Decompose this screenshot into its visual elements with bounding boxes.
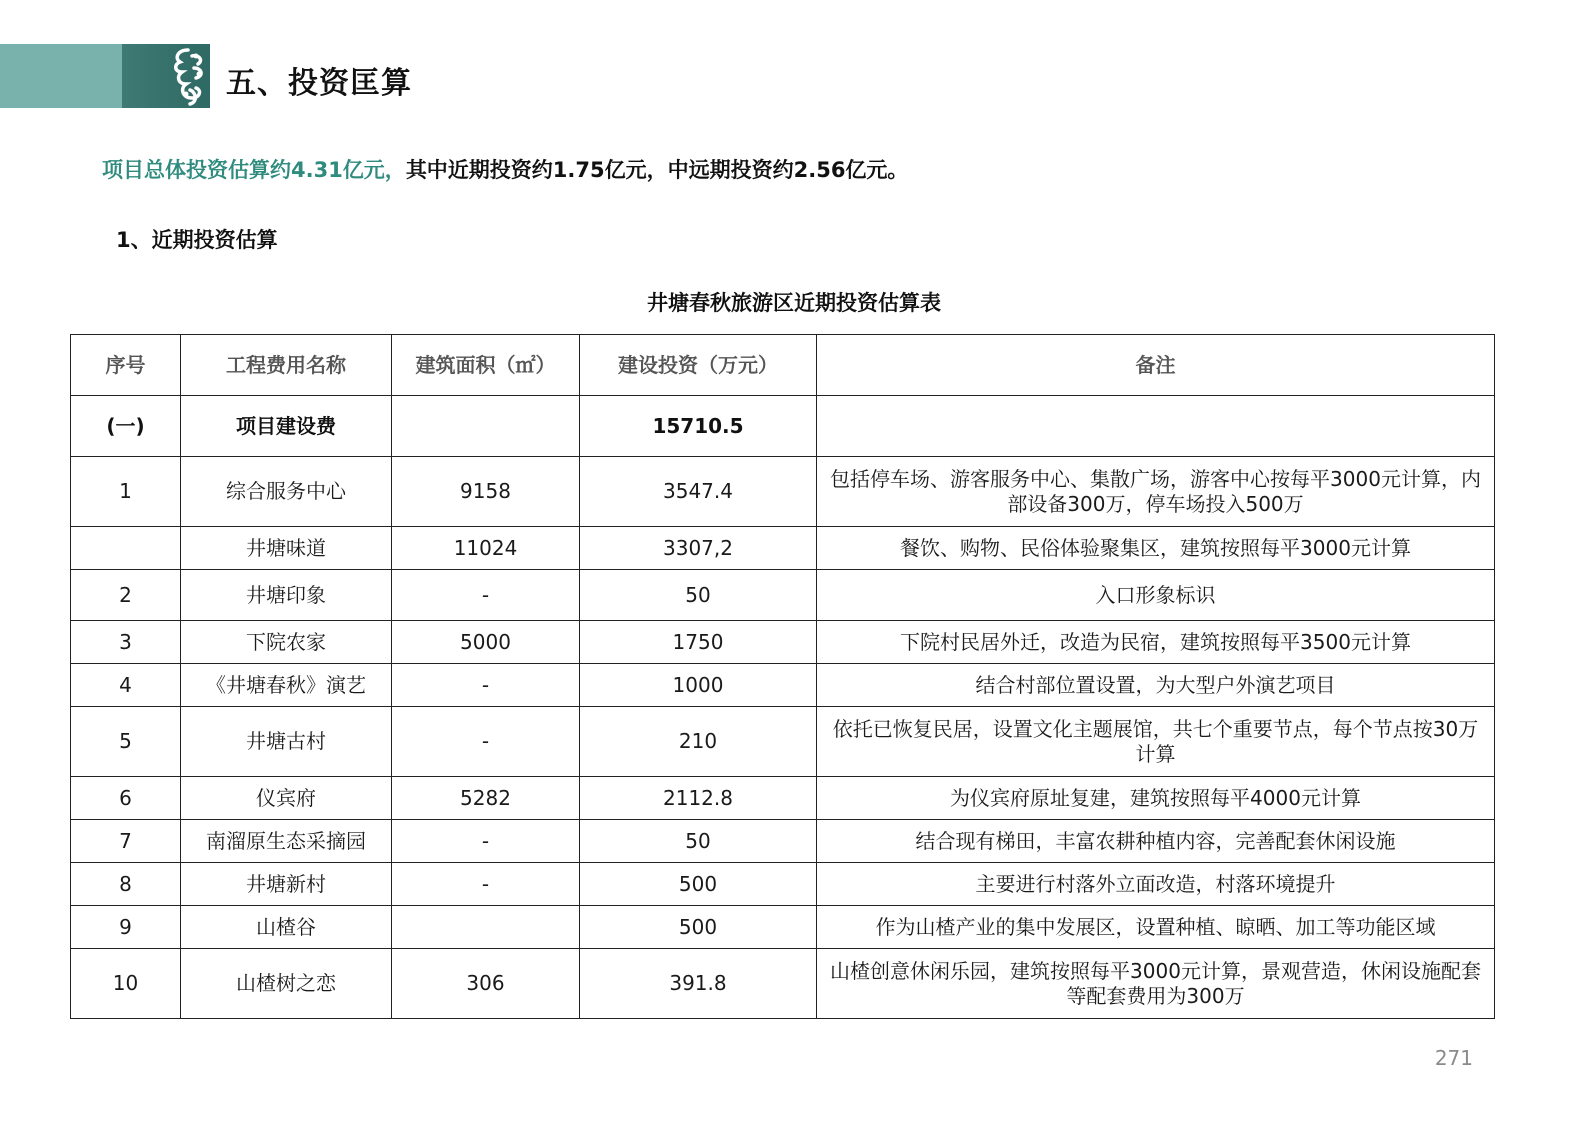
row-no: 8 [71, 863, 181, 906]
row-area: 5000 [392, 621, 580, 664]
subheading: 1、近期投资估算 [116, 228, 278, 252]
table-row [71, 664, 1495, 707]
row-no: 6 [71, 777, 181, 820]
header-no: 序号 [71, 335, 181, 396]
row-no: 5 [71, 707, 181, 777]
row-investment: 500 [580, 863, 817, 906]
row-investment: 3547.4 [580, 457, 817, 527]
row-name: 仪宾府 [181, 777, 392, 820]
table-row [71, 906, 1495, 949]
investment-summary [102, 154, 908, 184]
row-no: 7 [71, 820, 181, 863]
row-investment: 1000 [580, 664, 817, 707]
row-note: 下院村民居外迁，改造为民宿，建筑按照每平3500元计算 [817, 621, 1495, 664]
row-investment: 391.8 [580, 949, 817, 1019]
section-title: 五、投资匡算 [226, 66, 412, 101]
row-area [392, 906, 580, 949]
table-row [71, 570, 1495, 621]
subtotal-no: (一) [71, 396, 181, 457]
table-row [71, 527, 1495, 570]
page-number: 271 [1434, 1046, 1473, 1070]
subtotal-row [71, 396, 1495, 457]
row-name: 井塘味道 [181, 527, 392, 570]
row-area: - [392, 820, 580, 863]
row-area: 11024 [392, 527, 580, 570]
subtotal-area [392, 396, 580, 457]
summary-highlight: 项目总体投资估算约4.31亿元， [102, 158, 406, 182]
row-area: 306 [392, 949, 580, 1019]
row-investment: 500 [580, 906, 817, 949]
row-name: 井塘新村 [181, 863, 392, 906]
row-note: 结合村部位置设置，为大型户外演艺项目 [817, 664, 1495, 707]
row-name: 综合服务中心 [181, 457, 392, 527]
table-row [71, 949, 1495, 1019]
table-header-row [71, 335, 1495, 396]
summary-detail: 其中近期投资约1.75亿元，中远期投资约2.56亿元。 [405, 158, 909, 182]
row-area: 9158 [392, 457, 580, 527]
row-investment: 50 [580, 570, 817, 621]
row-note: 依托已恢复民居，设置文化主题展馆，共七个重要节点，每个节点按30万计算 [817, 707, 1495, 777]
row-name: 山楂树之恋 [181, 949, 392, 1019]
row-note: 主要进行村落外立面改造，村落环境提升 [817, 863, 1495, 906]
table-row [71, 457, 1495, 527]
row-no: 4 [71, 664, 181, 707]
row-no: 3 [71, 621, 181, 664]
row-area: - [392, 863, 580, 906]
row-area: - [392, 570, 580, 621]
header-area: 建筑面积（㎡） [392, 335, 580, 396]
table-row [71, 777, 1495, 820]
subtotal-investment: 15710.5 [580, 396, 817, 457]
header-name: 工程费用名称 [181, 335, 392, 396]
header-investment: 建设投资（万元） [580, 335, 817, 396]
row-name: 《井塘春秋》演艺 [181, 664, 392, 707]
subtotal-note [817, 396, 1495, 457]
cloud-ornament-icon [166, 44, 212, 108]
subtotal-name: 项目建设费 [181, 396, 392, 457]
row-name: 井塘印象 [181, 570, 392, 621]
table-title: 井塘春秋旅游区近期投资估算表 [647, 291, 941, 315]
investment-table [70, 334, 1495, 1019]
row-name: 山楂谷 [181, 906, 392, 949]
row-no: 2 [71, 570, 181, 621]
row-investment: 50 [580, 820, 817, 863]
row-note: 餐饮、购物、民俗体验聚集区，建筑按照每平3000元计算 [817, 527, 1495, 570]
table-row [71, 863, 1495, 906]
row-investment: 3307,2 [580, 527, 817, 570]
row-name: 南溜原生态采摘园 [181, 820, 392, 863]
row-name: 井塘古村 [181, 707, 392, 777]
row-no: 9 [71, 906, 181, 949]
row-note: 为仪宾府原址复建，建筑按照每平4000元计算 [817, 777, 1495, 820]
row-note: 结合现有梯田，丰富农耕种植内容，完善配套休闲设施 [817, 820, 1495, 863]
row-note: 入口形象标识 [817, 570, 1495, 621]
table-row [71, 621, 1495, 664]
table-row [71, 820, 1495, 863]
row-investment: 1750 [580, 621, 817, 664]
row-no: 1 [71, 457, 181, 527]
row-note: 山楂创意休闲乐园，建筑按照每平3000元计算，景观营造，休闲设施配套等配套费用为300万 [817, 949, 1495, 1019]
table-row [71, 707, 1495, 777]
row-area: - [392, 664, 580, 707]
row-no: 10 [71, 949, 181, 1019]
header-note: 备注 [817, 335, 1495, 396]
row-area: - [392, 707, 580, 777]
row-note: 包括停车场、游客服务中心、集散广场，游客中心按每平3000元计算，内部设备300万，停车场投入500万 [817, 457, 1495, 527]
row-note: 作为山楂产业的集中发展区，设置种植、晾晒、加工等功能区域 [817, 906, 1495, 949]
row-investment: 210 [580, 707, 817, 777]
row-investment: 2112.8 [580, 777, 817, 820]
row-area: 5282 [392, 777, 580, 820]
row-no [71, 527, 181, 570]
row-name: 下院农家 [181, 621, 392, 664]
